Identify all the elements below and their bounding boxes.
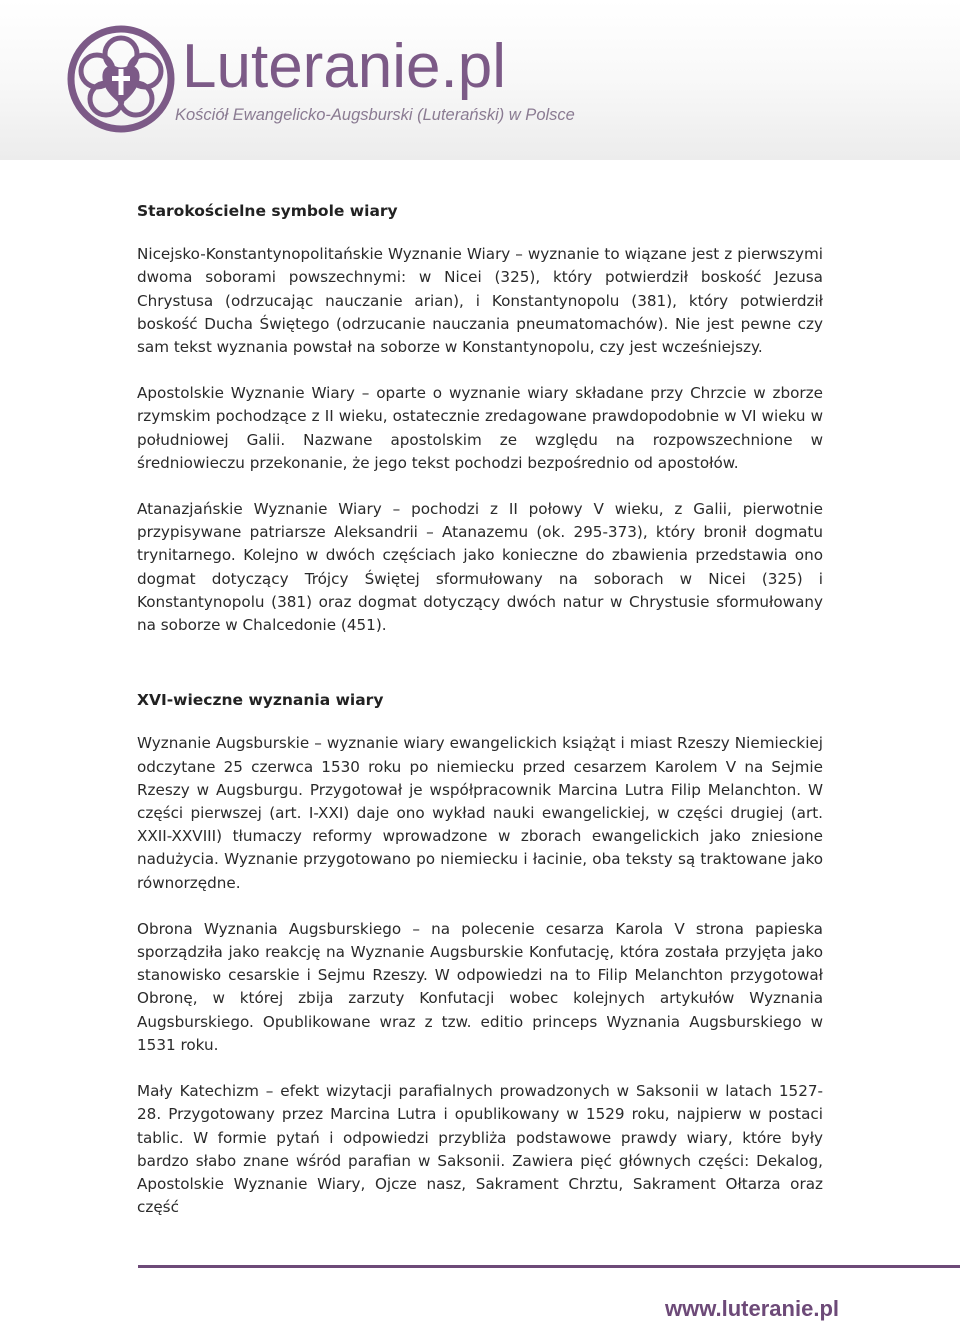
- paragraph: Apostolskie Wyznanie Wiary – oparte o wyznanie wiary składane przy Chrzcie w zborze rzymskim pochodzące z II wieku, ostatecznie zredagowane prawdopodobnie w VI wieku w południowej Galii. Nazwane apostolskim ze względu na rozpowszechnione w średniowieczu przekonanie, że jego tekst pochodzi bezpośrednio od apostołów.: [137, 384, 823, 472]
- brand-name: Luteranie.pl: [182, 32, 507, 101]
- section-heading: XVI-wieczne wyznania wiary: [137, 691, 384, 710]
- brand-subtitle: Kościół Ewangelicko-Augsburski (Luterański) w Polsce: [175, 106, 575, 124]
- luther-rose-icon: [66, 24, 176, 134]
- paragraph: Nicejsko-Konstantynopolitańskie Wyznanie Wiary – wyznanie to wiązane jest z pierwszymi dwoma soborami powszechnymi: w Nicei (325), który potwierdził boskość Jezusa Chrystusa (odrzucając nauczanie arian), i Konstantynopolu (381), który potwierdził boskość Ducha Świętego (odrzucanie nauczania pneumatomachów). Nie jest pewne czy sam tekst wyznania powstał na soborze w Konstantynopolu, czy jest wcześniejszy.: [137, 245, 823, 357]
- footer-divider: [138, 1265, 960, 1268]
- paragraph: Obrona Wyznania Augsburskiego – na polecenie cesarza Karola V strona papieska sporządziła jako reakcję na Wyznanie Augsburskie Konfutację, która została przyjęta jako stanowisko cesarskie i Sejmu Rzeszy. W odpowiedzi na to Filip Melanchton przygotował Obronę, w której zbija zarzuty Konfutacji wobec kolejnych artykułów Wyznania Augsburskiego. Opublikowane wraz z tzw. editio princeps Wyznania Augsburskiego w 1531 roku.: [137, 919, 823, 1054]
- page-header: [0, 0, 960, 160]
- document-body: [137, 200, 823, 1242]
- footer-url[interactable]: www.luteranie.pl: [665, 1296, 839, 1321]
- section-heading: Starokościelne symbole wiary: [137, 202, 398, 220]
- paragraph: Wyznanie Augsburskie – wyznanie wiary ewangelickich książąt i miast Rzeszy Niemieckiej odczytane 25 czerwca 1530 roku po niemiecku przed cesarzem Karolem V na Sejmie Rzeszy w Augsburgu. Przygotował je współpracownik Marcina Lutra Filip Melanchton. W części pierwszej (art. I-XXI) daje ono wykład nauki ewangelickiej, w części drugiej (art. XXII-XXVIII) tłumaczy reformy wprowadzone w zborach ewangelickich jako zniesione nadużycia. Wyznanie przygotowano po niemiecku i łacinie, oba teksty są traktowane jako równorzędne.: [137, 734, 823, 892]
- paragraph: Mały Katechizm – efekt wizytacji parafialnych prowadzonych w Saksonii w latach 1527-28. Przygotowany przez Marcina Lutra i opublikowany w 1529 roku, najpierw w postaci tablic. W formie pytań i odpowiedzi przybliża podstawowe prawdy wiary, które były bardzo słabo znane wśród parafian w Saksonii. Zawiera pięć głównych części: Dekalog, Apostolskie Wyznanie Wiary, Ojcze nasz, Sakrament Chrztu, Sakrament Ołtarza oraz część: [137, 1082, 823, 1217]
- paragraph: Atanazjańskie Wyznanie Wiary – pochodzi z II połowy V wieku, z Galii, pierwotnie przypisywane patriarsze Aleksandrii – Atanazemu (ok. 295-373), który bronił dogmatu trynitarnego. Kolejno w dwóch częściach jako konieczne do zbawienia przedstawia ono dogmat dotyczący Trójcy Świętej sformułowany na soborach w Nicei (325) i Konstantynopolu (381) oraz dogmat dotyczący dwóch natur w Chrystusie sformułowany na soborze w Chalcedonie (451).: [137, 500, 823, 635]
